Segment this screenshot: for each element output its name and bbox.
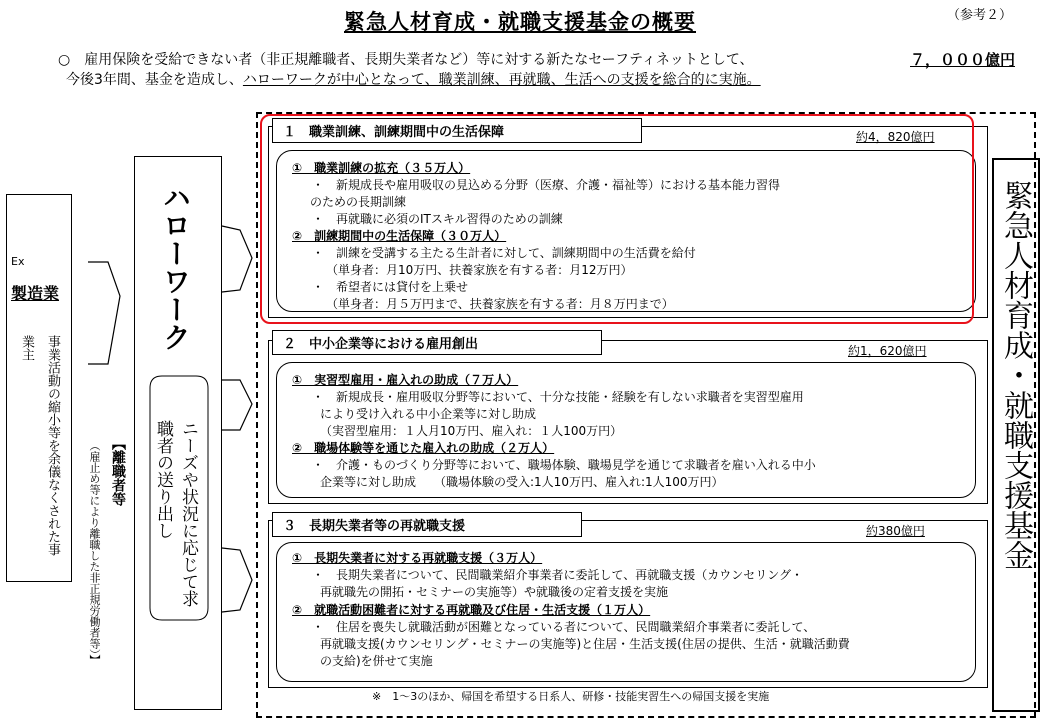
item-line: 企業等に対し助成 （職場体験の受入:1人10万円、雇入れ:1人100万円） [320,475,724,489]
intro-line-2b: ハローワークが中心となって、職業訓練、再就職、生活への支援を総合的に実施。 [242,72,761,88]
arrow-hw-to-section3 [222,548,252,612]
footnote: ※ 1～3のほか、帰国を希望する日系人、研修・技能実習生への帰国支援を実施 [372,690,770,703]
hellowork-name: ハローワーク [159,183,192,351]
intro-line-2 [58,70,1018,90]
jobseekers-sublabel: （雇止め等により離職した非正規労働者等）】 [88,440,101,666]
section-3-budget: 約380億円 [866,524,925,538]
item-line: （単身者：月５万円まで、扶養家族を有する者：月８万円まで） [326,297,674,311]
hellowork-subtext: ニーズや状況に応じて求職者の送り出し [153,420,198,607]
arrow-hw-to-section1 [222,226,252,292]
reference-label: （参考２） [946,8,1012,23]
item-title: ① 長期失業者に対する再就職支援（３万人） [292,551,543,565]
item-line: の支給)を併せて実施 [320,654,433,668]
item-title: ② 訓練期間中の生活保障（３０万人） [292,229,507,243]
item-line: 再就職支援(カウンセリング・セミナーの実施等)と住居・生活支援(住居の提供、生活・就職活動費 [320,637,850,651]
section-1-head: １ 職業訓練、訓練期間中の生活保障 [272,118,642,143]
section-2-item-2 [292,440,816,491]
section-2-budget: 約1，620億円 [848,344,927,358]
page-title: 緊急人材育成・就職支援基金の概要 [344,10,696,34]
item-line: （実習型雇用：１人月10万円、雇入れ：１人100万円） [320,424,623,438]
section-3-item-1 [292,550,803,601]
section-3-item-2 [292,602,850,670]
section-2-item-1 [292,372,804,440]
jobseekers-label: 【離職者等 [110,436,126,506]
intro-text [58,50,1018,90]
employer-description: 事業活動の縮小等を余儀なくされた事業主 [19,335,60,556]
highlight-box [260,114,974,324]
item-line: ・ 訓練を受講する主たる生計者に対して、訓練期間中の生活費を給付 [312,246,696,260]
item-line: 再就職先の開拓・セミナーの実施等）や就職後の定着支援を実施 [320,585,669,599]
intro-line-1: ○ 雇用保険を受給できない者（非正規離職者、長期失業者など）等に対する新たなセーフティネットとして、 [58,52,754,68]
employer-box [6,194,72,582]
fund-name: 緊急人材育成・就職支援基金 [998,180,1033,570]
section-1-budget: 約4，820億円 [856,130,935,144]
item-line: ・ 住居を喪失し就職活動が困難となっている者について、民間職業紹介事業者に委託して、 [312,620,816,634]
section-2-head: ２ 中小企業等における雇用創出 [272,330,602,355]
item-line: ・ 介護・ものづくり分野等において、職場体験、職場見学を通じて求職者を雇い入れる中小 [312,458,816,472]
item-line: ・ 新規成長・雇用吸収分野等において、十分な技能・経験を有しない求職者を実習型雇用 [312,390,804,404]
item-line: ・ 再就職に必須のITスキル習得のための訓練 [312,212,563,226]
item-line: により受け入れる中小企業等に対し助成 [320,407,537,421]
ex-label: Ex [11,255,25,268]
item-line: ・ 希望者には貸付を上乗せ [312,280,469,294]
item-title: ① 実習型雇用・雇入れの助成（７万人） [292,373,519,387]
item-line: ・ 新規成長や雇用吸収の見込める分野（医療、介護・福祉等）における基本能力習得 [312,178,781,192]
item-line: ・ 長期失業者について、民間職業紹介事業者に委託して、再就職支援（カウンセリング・ [312,568,804,582]
manufacturing-label: 製造業 [11,284,60,303]
item-title: ② 職場体験等を通じた雇入れの助成（２万人） [292,441,555,455]
intro-line-2a: 今後3年間、基金を造成し、 [66,72,243,88]
arrow-employer-to-jobseekers [88,262,120,364]
item-line: のための長期訓練 [310,195,407,209]
arrow-hw-to-section2 [222,380,252,430]
section-3-head: ３ 長期失業者等の再就職支援 [272,512,582,537]
item-title: ① 職業訓練の拡充（３５万人） [292,161,471,175]
item-line: （単身者：月10万円、扶養家族を有する者：月12万円） [326,263,633,277]
fund-box [992,158,1040,712]
item-title: ② 就職活動困難者に対する再就職及び住居・生活支援（１万人） [292,603,651,617]
budget-total: ７，０００億円 [910,51,1016,69]
